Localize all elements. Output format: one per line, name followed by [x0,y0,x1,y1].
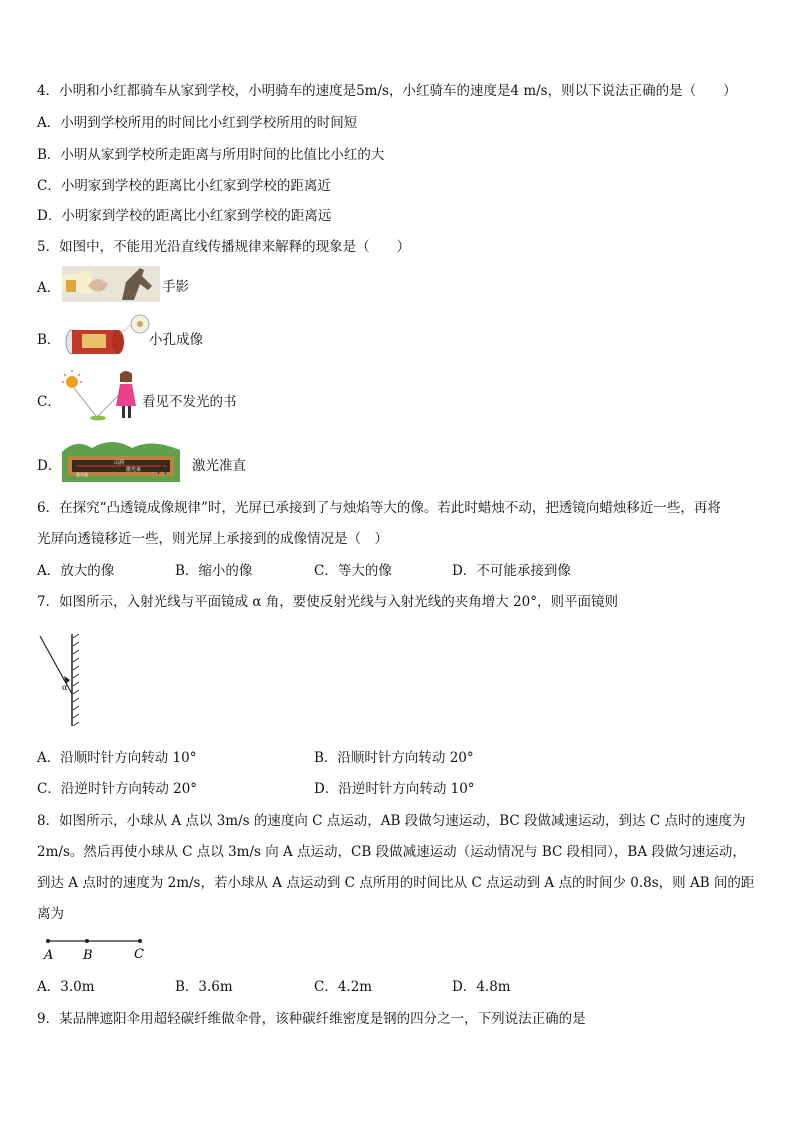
q8-line4: 离为 [37,906,64,922]
q6-option-d: D．不可能承接到像 [452,563,571,579]
point-c-dot [138,939,142,943]
q5-stem: 5．如图中，不能用光沿直线传播规律来解释的现象是（ ） [37,239,411,255]
q5-option-c [37,370,277,414]
q5-option-d-text: 激光准直 [192,458,246,474]
q7-option-b: B．沿顺时针方向转动 20° [314,750,474,766]
q5-option-b-text: 小孔成像 [149,332,203,348]
q5-option-b [37,314,237,358]
q4-option-d: D．小明家到学校的距离比小红家到学校的距离远 [37,208,332,224]
q8-line3: 到达 A 点时的速度为 2m/s，若小球从 A 点运动到 C 点所用的时间比从 C 点运动到 A 点的时间少 0.8s，则 AB 间的距 [37,875,755,891]
girl-reading-image [62,370,142,424]
point-a-label: A [44,948,54,963]
q8-line2: 2m/s。然后再使小球从 C 点以 3m/s 向 A 点运动，CB 段做减速运动（运动情况与 BC 段相同），BA 段做匀速运动， [37,844,746,860]
q7-option-a: A．沿顺时针方向转动 10° [37,750,197,766]
q6-stem-line2: 光屏向透镜移近一些，则光屏上承接到的成像情况是（ ） [37,531,388,547]
q7-option-c: C．沿逆时针方向转动 20° [37,781,198,797]
q8-option-d: D．4.8m [452,979,511,995]
q5-option-a-letter: A． [37,280,61,296]
q7-option-d: D．沿逆时针方向转动 10° [314,781,475,797]
point-b-label: B [83,948,93,963]
point-a-dot [46,939,50,943]
q4-stem: 4．小明和小红都骑车从家到学校，小明骑车的速度是5m/s，小红骑车的速度是4 m/s，则以下说法正确的是（ ） [37,83,737,99]
q6-option-a: A．放大的像 [37,563,115,579]
q5-option-a [37,264,237,308]
q5-option-d [37,438,277,482]
q6-option-c: C．等大的像 [314,563,392,579]
q4-option-c: C．小明家到学校的距离比小红家到学校的距离近 [37,178,331,194]
alpha-label: α [62,683,68,692]
q8-option-c: C．4.2m [314,979,373,995]
q5-option-c-letter: C． [37,394,61,410]
q5-option-d-letter: D． [37,458,62,474]
q4-option-a: A．小明到学校所用的时间比小红到学校所用的时间短 [37,115,358,131]
q9-stem: 9．某品牌遮阳伞用超轻碳纤维做伞骨，该种碳纤维密度是钢的四分之一，下列说法正确的是 [37,1011,586,1027]
q6-option-b: B．缩小的像 [175,563,253,579]
hand-shadow-image [62,264,160,304]
mirror-diagram [36,632,88,728]
laser-label-device: 激光器 [76,472,88,477]
q8-line1: 8．如图所示，小球从 A 点以 3m/s 的速度向 C 点运动，AB 段做匀速运动，BC 段做减速运动，到达 C 点时的速度为 [37,813,746,829]
q5-option-b-letter: B． [37,332,61,348]
q7-stem: 7．如图所示，入射光线与平面镜成 α 角，要使反射光线与入射光线的夹角增大 20°，则平面镜则 [37,594,619,610]
laser-label-beam: 激光束 [126,467,142,473]
laser-label-tunnel: 山洞 [114,460,125,466]
mirror-hatching [73,634,79,726]
laser-alignment-image [62,438,180,482]
abc-line-diagram [38,934,158,964]
q5-option-c-text: 看见不发光的书 [142,394,237,410]
point-b-dot [85,939,89,943]
q8-option-b: B．3.6m [175,979,233,995]
q5-option-a-text: 手影 [162,279,189,295]
q8-option-a: A．3.0m [37,979,95,995]
q6-stem-line1: 6．在探究“凸透镜成像规律”时，光屏已承接到了与烛焰等大的像。若此时蜡烛不动，把透镜向蜡烛移近一些，再将 [37,500,721,516]
point-c-label: C [134,947,144,962]
q4-option-b: B．小明从家到学校所走距离与所用时间的比值比小红的大 [37,147,385,163]
